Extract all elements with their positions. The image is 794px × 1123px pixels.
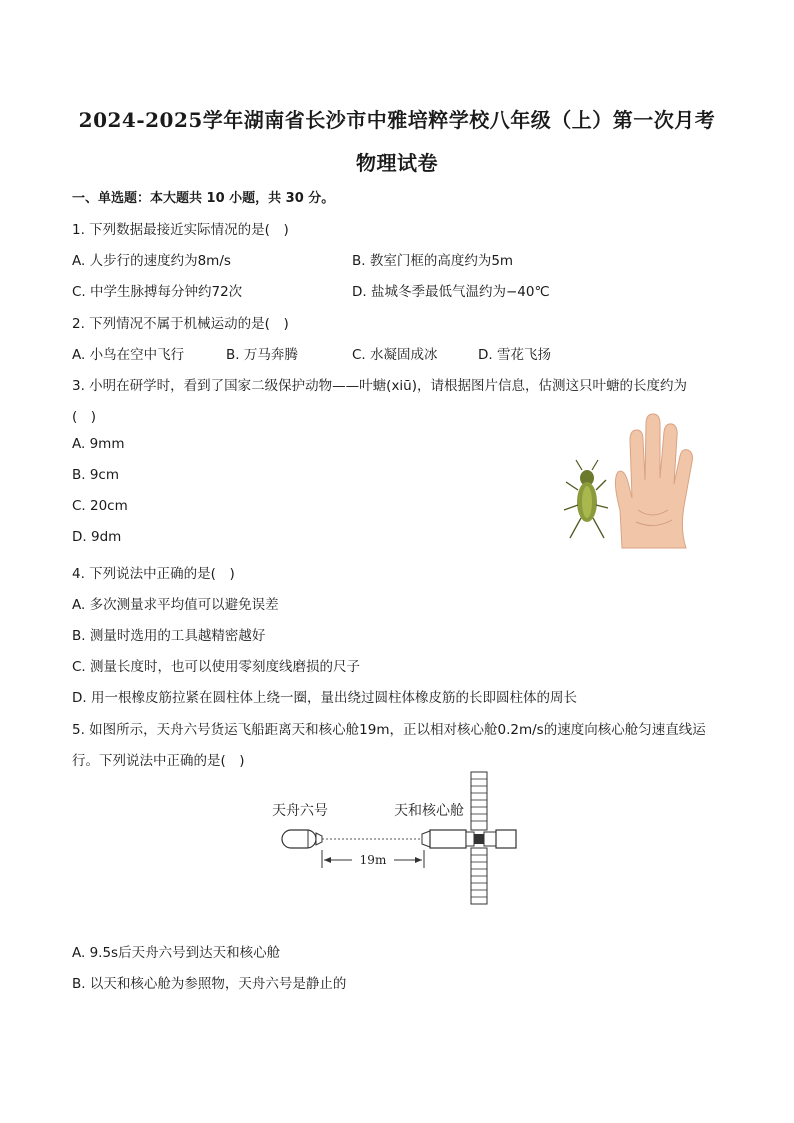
hand-icon xyxy=(615,414,692,548)
insect-icon xyxy=(564,460,608,538)
question-3-option-a: A. 9mm xyxy=(72,436,125,452)
question-4-option-a: A. 多次测量求平均值可以避免误差 xyxy=(72,597,279,613)
question-2-option-c: C. 水凝固成冰 xyxy=(352,347,438,363)
insect-and-hand-figure xyxy=(560,410,706,550)
question-1-option-a: A. 人步行的速度约为8m/s xyxy=(72,253,231,269)
tianzhou-capsule xyxy=(282,830,316,848)
diagram-distance-label: 19m xyxy=(359,853,387,867)
question-4-option-b: B. 测量时选用的工具越精密越好 xyxy=(72,628,266,644)
question-1-stem: 1. 下列数据最接近实际情况的是( ) xyxy=(72,222,289,238)
question-3-stem-cont: ( ) xyxy=(72,409,97,425)
question-2-option-a: A. 小鸟在空中飞行 xyxy=(72,347,185,363)
question-1-option-d: D. 盐城冬季最低气温约为−40℃ xyxy=(352,284,550,300)
question-3-option-d: D. 9dm xyxy=(72,529,122,545)
question-5-stem-cont: 行。下列说法中正确的是( ) xyxy=(72,753,245,769)
question-2-option-b: B. 万马奔腾 xyxy=(226,347,298,363)
question-1-option-c: C. 中学生脉搏每分钟约72次 xyxy=(72,284,243,300)
diagram-left-label: 天舟六号 xyxy=(272,803,328,819)
question-5-option-a: A. 9.5s后天舟六号到达天和核心舱 xyxy=(72,945,281,961)
question-2-stem: 2. 下列情况不属于机械运动的是( ) xyxy=(72,316,289,332)
spacecraft-diagram xyxy=(268,768,524,910)
section-heading: 一、单选题：本大题共 10 小题，共 30 分。 xyxy=(72,191,335,206)
question-5-stem: 5. 如图所示，天舟六号货运飞船距离天和核心舱19m，正以相对核心舱0.2m/s的速度向核心舱匀速直线运 xyxy=(72,722,706,738)
diagram-right-label: 天和核心舱 xyxy=(394,803,464,819)
question-5-option-b: B. 以天和核心舱为参照物，天舟六号是静止的 xyxy=(72,976,347,992)
exam-title-line1: 2024-2025学年湖南省长沙市中雅培粹学校八年级（上）第一次月考 xyxy=(78,108,716,132)
question-4-option-d: D. 用一根橡皮筋拉紧在圆柱体上绕一圈，量出绕过圆柱体橡皮筋的长即圆柱体的周长 xyxy=(72,690,577,706)
question-3-option-b: B. 9cm xyxy=(72,467,120,483)
question-1-option-b: B. 教室门框的高度约为5m xyxy=(352,253,514,269)
tianhe-core-module xyxy=(422,772,516,904)
exam-title-line2: 物理试卷 xyxy=(356,151,438,175)
question-3-option-c: C. 20cm xyxy=(72,498,128,514)
question-4-option-c: C. 测量长度时，也可以使用零刻度线磨损的尺子 xyxy=(72,659,361,675)
question-3-stem: 3. 小明在研学时，看到了国家二级保护动物——叶螗(xiū)，请根据图片信息，估测这只叶螗的长度约为 xyxy=(72,378,688,394)
question-2-option-d: D. 雪花飞扬 xyxy=(478,347,551,363)
question-4-stem: 4. 下列说法中正确的是( ) xyxy=(72,566,235,582)
